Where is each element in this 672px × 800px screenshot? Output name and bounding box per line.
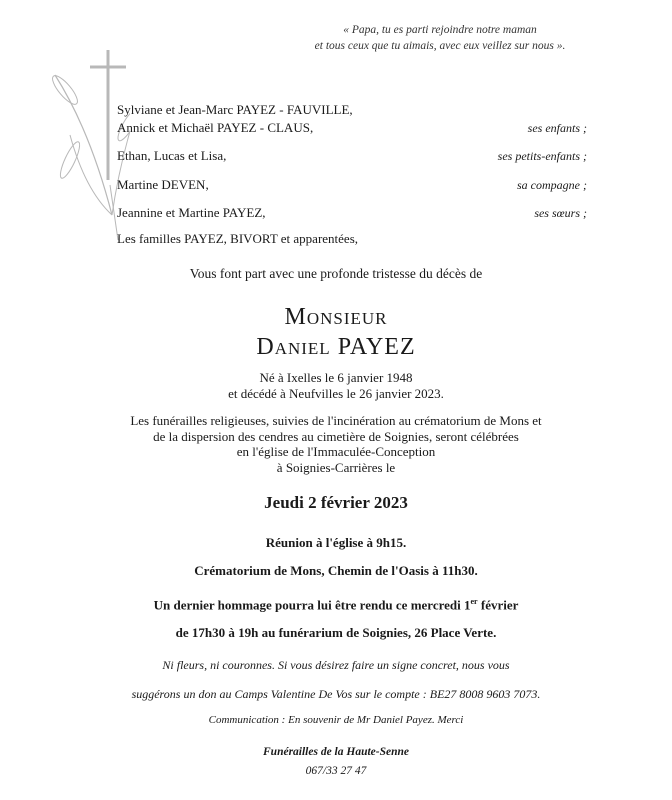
funeral-line: Les funérailles religieuses, suivies de l'incinération au crématorium de Mons et: [130, 413, 542, 428]
epigraph: [290, 22, 590, 54]
funeral-line: de la dispersion des cendres au cimetière de Soignies, seront célébrées: [153, 428, 519, 444]
family-row: [117, 230, 587, 248]
funeral-line: à Soignies-Carrières le: [276, 459, 396, 475]
funeral-details: [0, 413, 672, 475]
family-role: ses sœurs ;: [534, 206, 587, 220]
donation-line-2: suggérons un don au Camps Valentine De Vos sur le compte : BE27 8008 9603 7073.: [131, 687, 541, 701]
funeral-home-name: Funérailles de la Haute-Senne: [263, 746, 409, 758]
tribute-line-1: [0, 597, 672, 613]
tribute-month: février: [477, 597, 519, 613]
funeral-home-phone: 067/33 27 47: [305, 765, 367, 777]
family-row: [117, 119, 587, 137]
deceased-name: Daniel PAYEZ: [256, 334, 416, 360]
family-name: Jeannine et Martine PAYEZ,: [117, 205, 266, 220]
deceased-name-block: [0, 302, 672, 362]
donation-line-1: Ni fleurs, ni couronnes. Si vous désirez faire un signe concret, nous vous: [162, 658, 510, 672]
funeral-line: en l'église de l'Immaculée-Conception: [236, 444, 436, 459]
family-name: Annick et Michaël PAYEZ - CLAUS,: [117, 120, 314, 135]
family-role: sa compagne ;: [517, 178, 587, 192]
family-name: Sylviane et Jean-Marc PAYEZ - FAUVILLE,: [117, 102, 353, 117]
tribute-text: Un dernier hommage pourra lui être rendu ce mercredi 1: [153, 597, 471, 613]
family-role: ses petits-enfants ;: [497, 149, 587, 163]
tribute-line-2: de 17h30 à 19h au funérarium de Soignies, 26 Place Verte.: [175, 625, 497, 640]
family-row: [117, 176, 587, 194]
donation-communication: Communication : En souvenir de Mr Daniel Payez. Merci: [208, 714, 464, 726]
family-name: Martine DEVEN,: [117, 177, 209, 192]
ceremony-date: Jeudi 2 février 2023: [264, 493, 408, 512]
family-row: [117, 147, 587, 165]
crematorium-time: Crématorium de Mons, Chemin de l'Oasis à 11h30.: [194, 563, 478, 578]
epigraph-line-2: et tous ceux que tu aimais, avec eux veillez sur nous ».: [314, 40, 566, 52]
family-row: [117, 101, 587, 119]
meeting-time: Réunion à l'église à 9h15.: [265, 535, 407, 550]
life-dates: [0, 370, 672, 402]
family-row: [117, 204, 587, 222]
family-name: Ethan, Lucas et Lisa,: [117, 148, 227, 163]
announcement-intro: Vous font part avec une profonde tristesse du décès de: [189, 266, 483, 281]
death-info: et décédé à Neufvilles le 26 janvier 2023.: [228, 386, 444, 401]
family-name: Les familles PAYEZ, BIVORT et apparentées,: [117, 231, 359, 246]
deceased-title: Monsieur: [284, 304, 388, 330]
epigraph-line-1: « Papa, tu es parti rejoindre notre maman: [343, 24, 537, 36]
family-role: ses enfants ;: [527, 121, 587, 135]
birth-info: Né à Ixelles le 6 janvier 1948: [259, 370, 413, 385]
tribute-ordinal: er: [470, 597, 478, 606]
